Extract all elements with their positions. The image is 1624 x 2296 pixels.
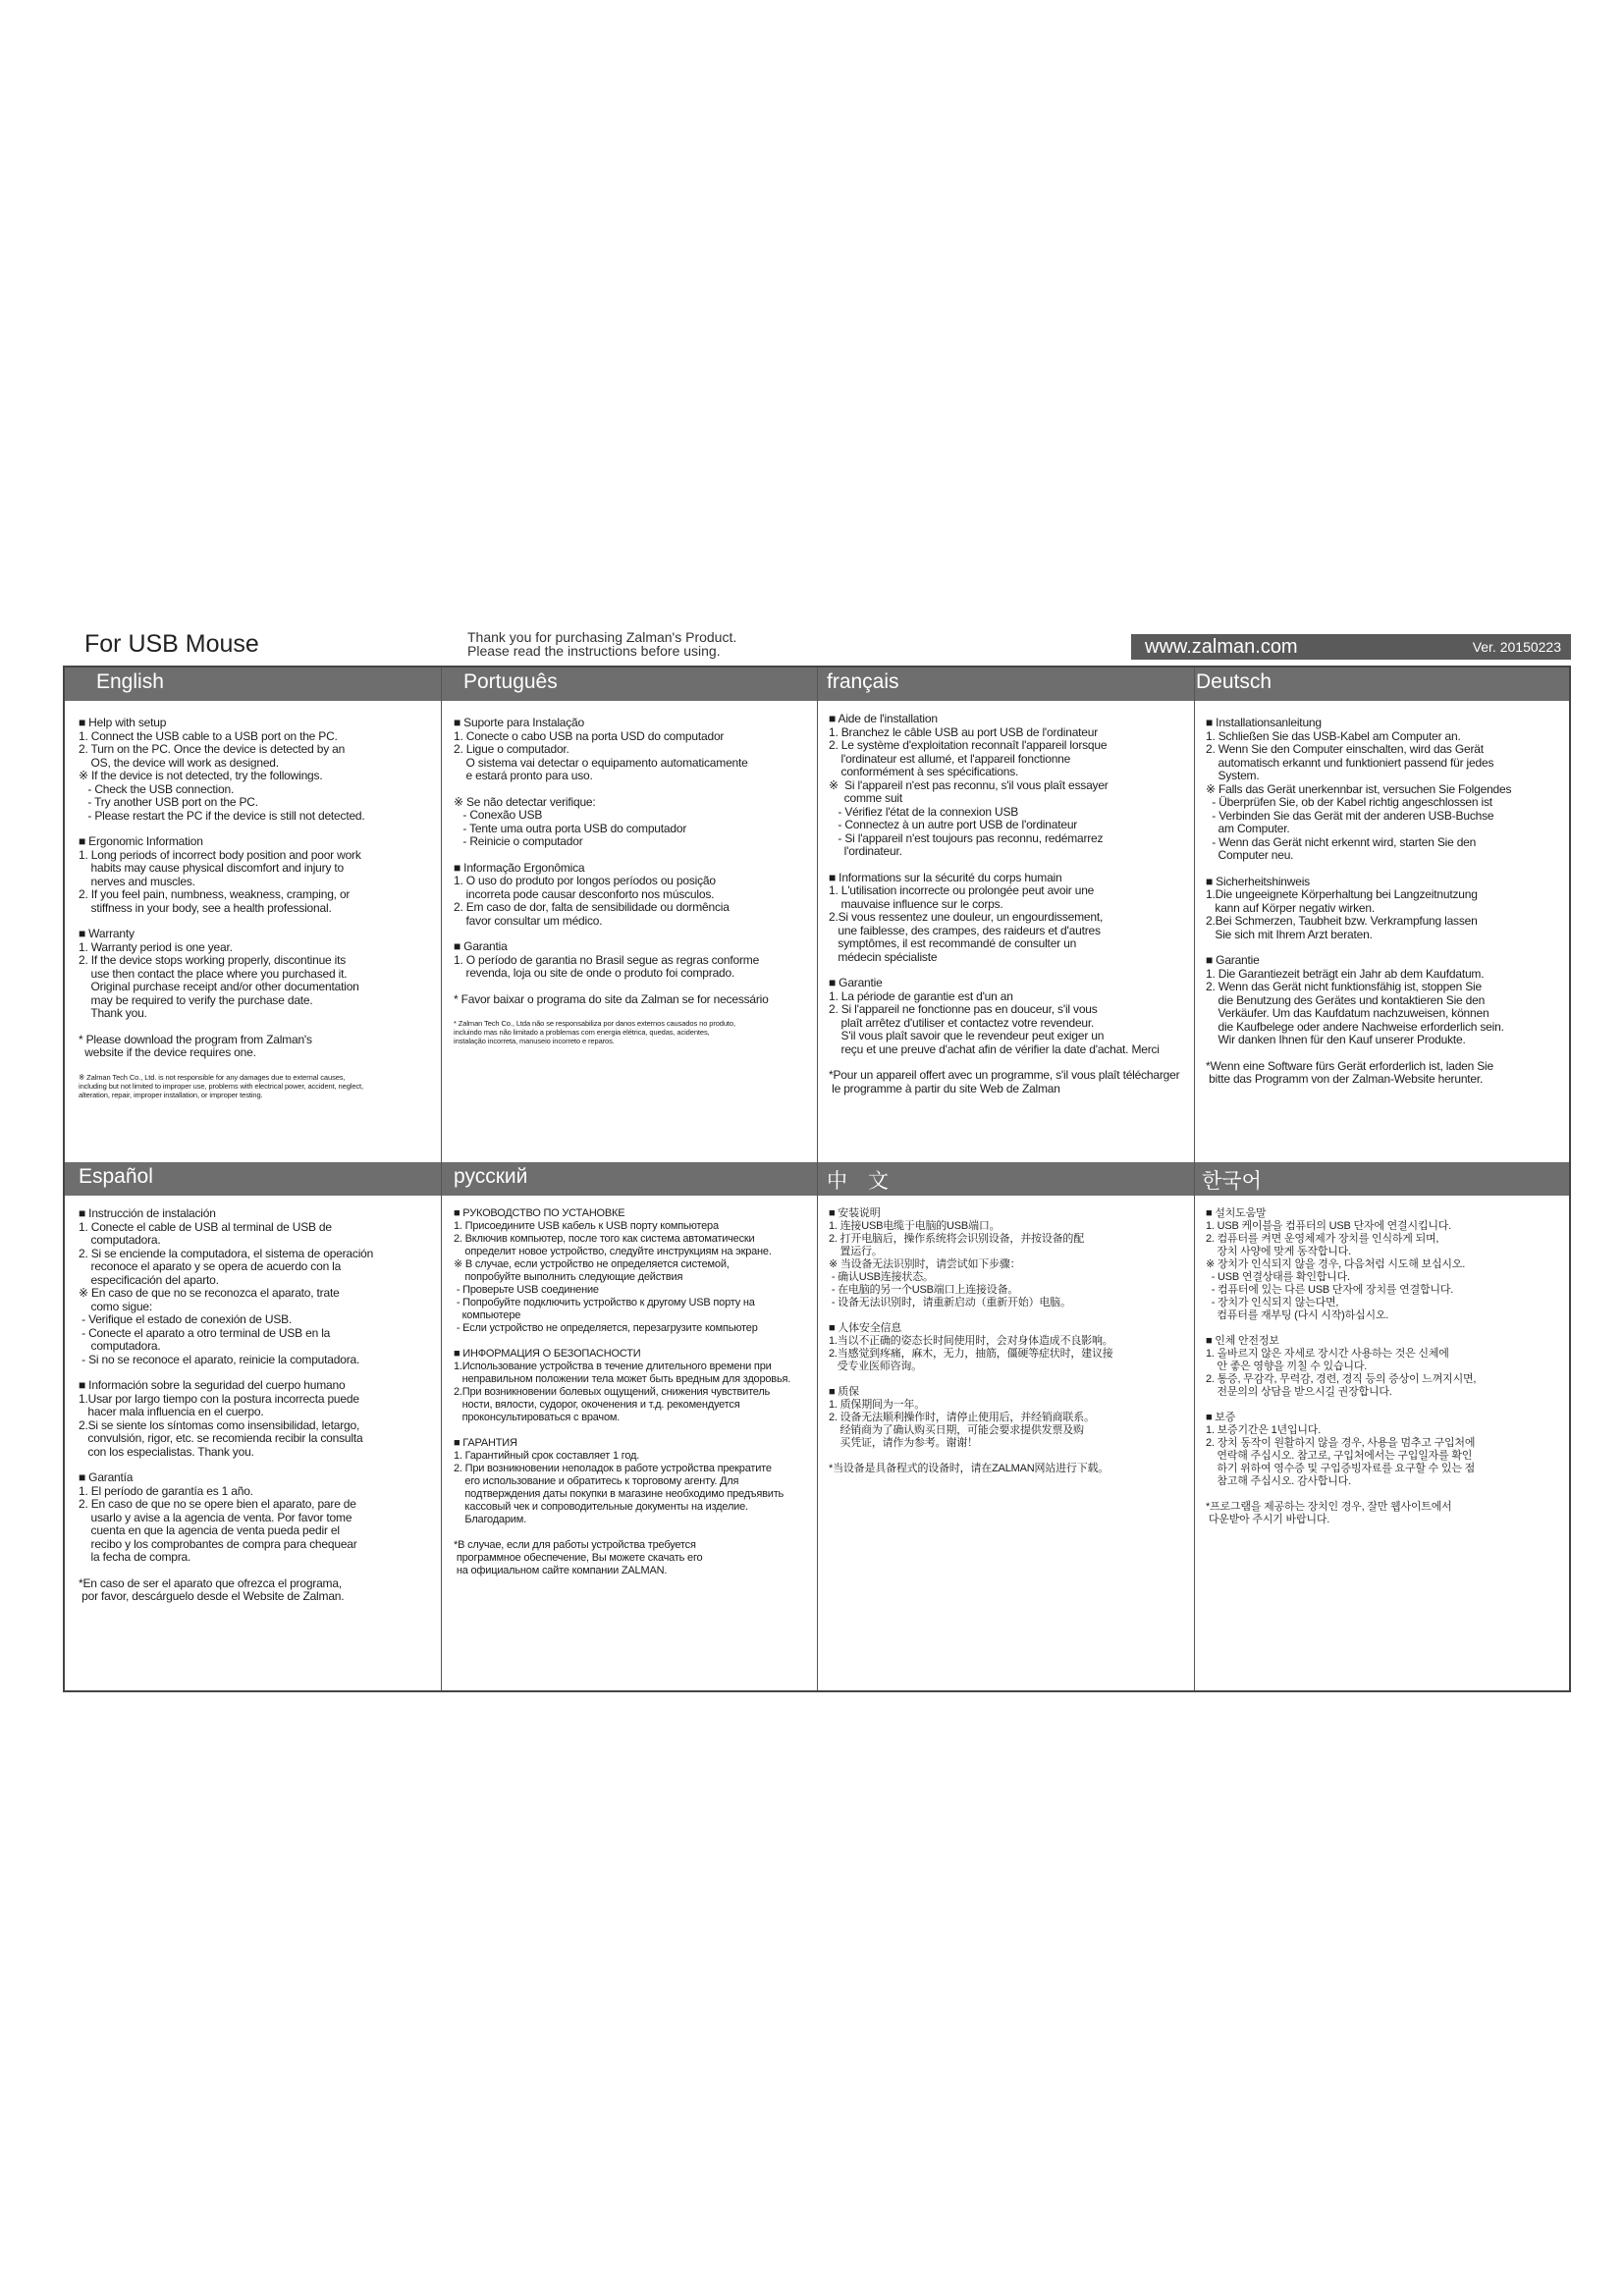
text-line: como sigue: [79, 1299, 153, 1313]
text-line: *Pour un appareil offert avec un programme, s'il vous plaît télécharger [829, 1068, 1180, 1082]
text-line: *En caso de ser el aparato que ofrezca el programa, [79, 1575, 342, 1590]
line-gap [79, 1060, 438, 1073]
line-gap [1206, 1322, 1567, 1335]
disclaimer-line: ※ Zalman Tech Co., Ltd. is not responsible for any damages due to external causes, [79, 1072, 346, 1082]
disclaimer-line: including but not limited to improper use, problems with electrical power, accident, neglect, [79, 1081, 364, 1091]
text-line: 1.Die ungeeignete Körperhaltung bei Langzeitnutzung [1206, 887, 1478, 901]
text-line: - Überprüfen Sie, ob der Kabel richtig angeschlossen ist [1206, 795, 1492, 809]
text-line: 하기 위하여 영수증 및 구입증빙자료를 요구할 수 있는 점 [1206, 1463, 1476, 1474]
text-line: revenda, loja ou site de onde o produto foi comprado. [454, 966, 735, 980]
text-line: médecin spécialiste [829, 949, 938, 964]
text-line: 컴퓨터를 재부팅 (다시 시작)하십시오. [1206, 1309, 1389, 1321]
text-line: nerves and muscles. [79, 874, 195, 888]
text-line: 2. 设备无法顺利操作时，请停止使用后，并经销商联系。 [829, 1412, 1095, 1423]
text-line: 2.Si vous ressentez une douleur, un engourdissement, [829, 910, 1104, 924]
text-line: ■ Suporte para Instalação [454, 717, 585, 729]
text-line: 1. Conecte o cabo USB na porta USD do computador [454, 728, 725, 743]
text-line: ности, вялости, судорог, окоченения и т.д. рекомендуется [454, 1399, 740, 1411]
text-line: - Проверьте USB соединение [454, 1284, 599, 1296]
text-line: Wir danken Ihnen für den Kauf unserer Produkte. [1206, 1033, 1466, 1046]
text-line: * Favor baixar o programa do site da Zalman se for necessário [454, 991, 769, 1006]
text-line: 2.Si se siente los síntomas como insensibilidad, letargo, [79, 1417, 360, 1432]
text-line: recibo y los comprobantes de compra para chequear [79, 1536, 357, 1551]
text-line: ■ Instrucción de instalación [79, 1207, 216, 1220]
text-line: его использование и обратитесь к торговому агенту. Для [454, 1475, 739, 1487]
text-line: *В случае, если для работы устройства требуется [454, 1539, 696, 1551]
text-line: OS, the device will work as designed. [79, 755, 279, 770]
text-line: 2. Wenn das Gerät nicht funktionsfähig ist, stoppen Sie [1206, 980, 1482, 993]
line-gap [829, 1309, 1190, 1322]
text-line: на официальном сайте компании ZALMAN. [454, 1565, 668, 1576]
text-line: 1. Conecte el cable de USB al terminal de USB de [79, 1219, 332, 1234]
text-line: mauvaise influence sur le corps. [829, 896, 1003, 911]
text-line: - 在电脑的另一个USB端口上连接设备。 [829, 1284, 1019, 1296]
text-line: - 设备无法识别时，请重新启动（重新开始）电脑。 [829, 1297, 1071, 1308]
text-line: 2. If the device stops working properly, discontinue its [79, 953, 347, 967]
text-line: usarlo y avise a la agencia de venta. Por favor tome [79, 1510, 352, 1524]
language-heading: Português [463, 670, 558, 693]
text-line: 1. O uso do produto por longos períodos ou posição [454, 874, 716, 887]
text-line: ■ Informations sur la sécurité du corps humain [829, 870, 1062, 884]
text-line: 2. 장치 동작이 원활하지 않을 경우, 사용을 멈추고 구입처에 [1206, 1437, 1476, 1449]
text-line: computadora. [79, 1233, 161, 1247]
text-line: 2. If you feel pain, numbness, weakness, cramping, or [79, 887, 351, 901]
line-gap [454, 849, 813, 862]
text-line: 1. Гарантийный срок составляет 1 год. [454, 1450, 640, 1462]
text-line: ■ Installationsanleitung [1206, 717, 1322, 729]
text-line: Verkäufer. Um das Kaufdatum nachzuweisen, können [1206, 1006, 1489, 1020]
text-line: ※ 当设备无法识别时，请尝试如下步骤： [829, 1258, 1021, 1270]
text-line: 1. Присоедините USB кабель к USB порту компьютера [454, 1220, 719, 1232]
text-line: 1. 质保期间为一年。 [829, 1399, 926, 1411]
document-header [63, 624, 1571, 664]
line-gap [829, 964, 1192, 977]
text-line: ■ Garantia [454, 939, 508, 953]
text-line: - Если устройство не определяется, перезагрузите компьютер [454, 1322, 758, 1334]
text-line: проконсультироваться с врачом. [454, 1412, 621, 1423]
text-line: 2. Wenn Sie den Computer einschalten, wird das Gerät [1206, 742, 1484, 756]
text-line: 2. Включив компьютер, после того как система автоматически [454, 1233, 755, 1245]
line-gap [829, 859, 1192, 872]
text-line: - Tente uma outra porta USB do computador [454, 821, 687, 835]
text-line: por favor, descárguelo desde el Website de Zalman. [79, 1589, 345, 1603]
text-line: 1. O período de garantia no Brasil segue as regras conforme [454, 952, 760, 967]
language-heading: русский [454, 1165, 528, 1188]
language-heading: English [96, 670, 164, 693]
text-line: Благодарим. [454, 1514, 526, 1525]
disclaimer-line: * Zalman Tech Co., Ltda não se responsabiliza por danos externos causados no produto, [454, 1019, 735, 1028]
text-line: automatisch erkannt und funktioniert passend für jedes [1206, 755, 1494, 770]
text-line: 1. La période de garantie est d'un an [829, 988, 1013, 1003]
line-gap [454, 1006, 813, 1019]
text-line: - Conexão USB [454, 808, 543, 822]
text-line: ■ Garantie [829, 976, 883, 989]
text-line: 置运行。 [829, 1246, 883, 1257]
language-heading: Deutsch [1196, 670, 1272, 693]
text-line: Original purchase receipt and/or other documentation [79, 980, 359, 993]
text-line: 1.Usar por largo tiempo con la postura incorrecta puede [79, 1391, 359, 1406]
text-line: 2. 컴퓨터를 켜면 운영체제가 장치를 인식하게 되며, [1206, 1233, 1439, 1245]
language-heading: français [827, 670, 899, 693]
text-line: die Benutzung des Gerätes und kontaktieren Sie den [1206, 992, 1486, 1007]
text-line: ■ 인체 안전정보 [1206, 1335, 1279, 1347]
line-gap [79, 1021, 438, 1034]
disclaimer-line: alteration, repair, improper installation, or improper testing. [79, 1090, 263, 1099]
text-line: Computer neu. [1206, 848, 1294, 862]
text-line: l'ordinateur. [829, 844, 902, 858]
text-line: - Vérifiez l'état de la connexion USB [829, 804, 1019, 819]
text-line: 다운받아 주시기 바랍니다. [1206, 1514, 1330, 1525]
thanks-note [467, 630, 736, 658]
text-line: 장치 사양에 맞게 동작합니다. [1206, 1246, 1351, 1257]
section-francais [829, 713, 1192, 1158]
text-line: symptômes, il est recommandé de consulter un [829, 936, 1077, 950]
text-line: - 确认USB连接状态。 [829, 1271, 934, 1283]
text-line: une faiblesse, des crampes, des raideurs et d'autres [829, 923, 1101, 937]
website-bar [1131, 634, 1571, 660]
text-line: comme suit [829, 791, 903, 805]
text-line: ■ ГАРАНТИЯ [454, 1437, 517, 1449]
section-russian [454, 1207, 813, 1688]
disclaimer-line: instalação incorreta, manuseio incorreto e reparos. [454, 1037, 615, 1045]
text-line: incorreta pode causar desconforto nos músculos. [454, 886, 715, 901]
text-line: 2.Bei Schmerzen, Taubheit bzw. Verkrampfung lassen [1206, 914, 1478, 928]
text-line: 1. Schließen Sie das USB-Kabel am Computer an. [1206, 728, 1461, 743]
text-line: may be required to verify the purchase date. [79, 992, 313, 1007]
text-line: определит новое устройство, следуйте инструкциям на экране. [454, 1246, 772, 1257]
text-line: ■ Help with setup [79, 717, 167, 729]
text-line: website if the device requires one. [79, 1045, 256, 1059]
section-chinese [829, 1207, 1190, 1688]
line-gap [79, 1565, 438, 1577]
text-line: ※ Se não detectar verifique: [454, 794, 596, 809]
section-english [79, 717, 438, 1158]
text-line: use then contact the place where you purchased it. [79, 966, 348, 981]
text-line: попробуйте выполнить следующие действия [454, 1271, 683, 1283]
thanks-line: Thank you for purchasing Zalman's Product. [467, 629, 737, 645]
line-gap [1206, 863, 1567, 876]
text-line: - USB 연결상태를 확인합니다. [1206, 1271, 1350, 1283]
line-gap [454, 1526, 813, 1539]
text-line: 1. Connect the USB cable to a USB port on the PC. [79, 728, 338, 743]
text-line: 2. Turn on the PC. Once the device is detected by an [79, 742, 346, 756]
line-gap [454, 1335, 813, 1348]
text-line: - Reinicie o computador [454, 834, 583, 848]
text-line: 1. El período de garantía es 1 año. [79, 1483, 253, 1498]
text-line: reconoce el aparato y se opera de acuerdo con la [79, 1259, 342, 1273]
text-line: 2. 통증, 무감각, 무력감, 경련, 경직 등의 증상이 느껴지시면, [1206, 1373, 1477, 1385]
column-divider [1194, 667, 1195, 1690]
text-line: - 장치가 인식되지 않는다면, [1206, 1297, 1339, 1308]
text-line: conformément à ses spécifications. [829, 765, 1019, 778]
text-line: 1. 보증기간은 1년입니다. [1206, 1424, 1322, 1436]
text-line: stiffness in your body, see a health professional. [79, 900, 332, 915]
text-line: ■ ИНФОРМАЦИЯ О БЕЗОПАСНОСТИ [454, 1348, 641, 1360]
text-line: 2.При возникновении болевых ощущений, снижения чувствитель [454, 1386, 771, 1398]
text-line: 2. Ligue o computador. [454, 742, 569, 756]
text-line: ■ Información sobre la seguridad del cuerpo humano [79, 1378, 346, 1392]
section-deutsch [1206, 717, 1567, 1158]
text-line: 1. 올바르지 않은 자세로 장시간 사용하는 것은 신체에 [1206, 1348, 1449, 1360]
text-line: ■ 质保 [829, 1386, 859, 1398]
line-gap [829, 1450, 1190, 1463]
text-line: am Computer. [1206, 822, 1290, 835]
text-line: 1. Long periods of incorrect body position and poor work [79, 847, 361, 862]
text-line: - Please restart the PC if the device is still not detected. [79, 808, 365, 823]
text-line: 전문의의 상담을 받으시길 권장합니다. [1206, 1386, 1392, 1398]
website-url[interactable]: www.zalman.com [1145, 636, 1298, 658]
text-line: 1. Die Garantiezeit beträgt ein Jahr ab dem Kaufdatum. [1206, 966, 1485, 981]
text-line: - Verbinden Sie das Gerät mit der anderen USB-Buchse [1206, 808, 1494, 823]
text-line: 참고해 주십시오. 감사합니다. [1206, 1475, 1351, 1487]
text-line: - 컴퓨터에 있는 다른 USB 단자에 장치를 연결합니다. [1206, 1284, 1454, 1296]
text-line: 2. En caso de que no se opere bien el aparato, pare de [79, 1497, 356, 1511]
text-line: la fecha de compra. [79, 1550, 191, 1564]
text-line: computadora. [79, 1339, 161, 1353]
column-divider [817, 667, 818, 1690]
text-line: bitte das Programm von der Zalman-Website herunter. [1206, 1072, 1484, 1086]
text-line: ■ Garantía [79, 1470, 134, 1484]
text-line: hacer mala influencia en el cuerpo. [79, 1405, 264, 1418]
text-line: ■ РУКОВОДСТВО ПО УСТАНОВКЕ [454, 1207, 625, 1219]
text-line: компьютере [454, 1309, 521, 1321]
text-line: подтверждения даты покупки в магазине необходимо предъявить [454, 1488, 785, 1500]
text-line: kann auf Körper negativ wirken. [1206, 900, 1375, 915]
text-line: ※ En caso de que no se reconozca el aparato, trate [79, 1286, 340, 1300]
text-line: ■ Informação Ergonômica [454, 860, 585, 875]
text-line: *프로그램을 제공하는 장치인 경우, 잘만 웹사이트에서 [1206, 1501, 1452, 1513]
text-line: ※ Falls das Gerät unerkennbar ist, versuchen Sie Folgendes [1206, 781, 1512, 796]
text-line: e estará pronto para uso. [454, 769, 593, 782]
text-line: 买凭证，请作为参考。谢谢！ [829, 1437, 978, 1449]
text-line: convulsión, rigor, etc. se recomienda recibir la consulta [79, 1431, 363, 1445]
line-gap [1206, 1488, 1567, 1501]
text-line: favor consultar um médico. [454, 913, 603, 928]
text-line: 2. Si se enciende la computadora, el sistema de operación [79, 1246, 374, 1260]
text-line: - Try another USB port on the PC. [79, 795, 258, 809]
text-line: O sistema vai detectar o equipamento automaticamente [454, 755, 748, 770]
text-line: 2. Le système d'exploitation reconnaît l'appareil lorsque [829, 738, 1108, 752]
text-line: ■ Ergonomic Information [79, 834, 203, 848]
text-line: Thank you. [79, 1006, 147, 1020]
column-divider [441, 667, 442, 1690]
text-line: неправильном положении тела может быть вредным для здоровья. [454, 1373, 791, 1385]
line-gap [454, 1424, 813, 1437]
line-gap [1206, 941, 1567, 954]
text-line: 1. Warranty period is one year. [79, 939, 233, 954]
text-line: 1. Branchez le câble USB au port USB de l'ordinateur [829, 724, 1099, 739]
section-portugues [454, 717, 813, 1158]
text-line: - Connectez à un autre port USB de l'ordinateur [829, 818, 1078, 831]
text-line: reçu et une preuve d'achat afin de vérifier la date d'achat. Merci [829, 1041, 1160, 1056]
document-title: For USB Mouse [84, 630, 259, 658]
text-line: 1. 连接USB电缆于电脑的USB端口。 [829, 1220, 1001, 1232]
text-line: 연락해 주십시오. 참고로, 구입처에서는 구입일자를 확인 [1206, 1450, 1473, 1462]
language-heading: 中 文 [827, 1170, 889, 1193]
text-line: 2. При возникновении неполадок в работе устройства прекратите [454, 1463, 772, 1474]
text-line: S'il vous plaît savoir que le revendeur peut exiger un [829, 1029, 1105, 1042]
text-line: - Попробуйте подключить устройство к другому USB порту на [454, 1297, 755, 1308]
text-line: 2. 打开电脑后，操作系统将会识别设备，并按设备的配 [829, 1233, 1085, 1245]
text-line: кассовый чек и сопроводительные документы на изделие. [454, 1501, 748, 1513]
text-line: habits may cause physical discomfort and injury to [79, 861, 344, 875]
text-line: 2. Si l'appareil ne fonctionne pas en douceur, s'il vous [829, 1002, 1098, 1016]
text-line: - Conecte el aparato a otro terminal de USB en la [79, 1325, 331, 1340]
text-line: ※ В случае, если устройство не определяется системой, [454, 1258, 730, 1270]
text-line: 2.当感觉到疼痛，麻木，无力，抽筋，僵硬等症状时，建议接 [829, 1348, 1113, 1360]
text-line: ※ 장치가 인식되지 않을 경우, 다음처럼 시도해 보십시오. [1206, 1258, 1466, 1270]
version-label: Ver. 20150223 [1472, 639, 1561, 655]
text-line: plaît arrêtez d'utiliser et contactez votre revendeur. [829, 1015, 1095, 1030]
text-line: ■ Aide de l'installation [829, 713, 938, 725]
text-line: ■ 安装说明 [829, 1207, 881, 1219]
text-line: ■ Garantie [1206, 953, 1260, 967]
text-line: - Si no se reconoce el aparato, reinicie la computadora. [79, 1352, 360, 1366]
section-korean [1206, 1207, 1567, 1688]
text-line: ※ If the device is not detected, try the followings. [79, 769, 323, 782]
line-gap [454, 783, 813, 796]
text-line: 1.当以不正确的姿态长时间使用时，会对身体造成不良影响。 [829, 1335, 1113, 1347]
text-line: 1. USB 케이블을 컴퓨터의 USB 단자에 연결시킵니다. [1206, 1220, 1452, 1232]
text-line: - Si l'appareil n'est toujours pas reconnu, redémarrez [829, 830, 1104, 845]
line-gap [829, 1373, 1190, 1386]
text-line: - Wenn das Gerät nicht erkennt wird, starten Sie den [1206, 834, 1477, 849]
disclaimer-line: incluindo mas não limitado a problemas com energia elétrica, quedas, acidentes, [454, 1028, 710, 1037]
instruction-grid [63, 666, 1571, 1692]
text-line: - Check the USB connection. [79, 781, 235, 796]
line-gap [454, 981, 813, 993]
text-line: ■ Sicherheitshinweis [1206, 874, 1310, 888]
text-line: con los especialistas. Thank you. [79, 1444, 254, 1459]
text-line: System. [1206, 769, 1260, 782]
language-heading: 한국어 [1202, 1170, 1262, 1193]
text-line: *当设备是具备程式的设备时，请在ZALMAN网站进行下载。 [829, 1463, 1110, 1474]
text-line: ■ 보증 [1206, 1412, 1236, 1423]
section-espanol [79, 1207, 438, 1688]
text-line: 2. Em caso de dor, falta de sensibilidade ou dormência [454, 900, 730, 914]
text-line: ※ Si l'appareil n'est pas reconnu, s'il vous plaît essayer [829, 777, 1109, 792]
text-line: Sie sich mit Ihrem Arzt beraten. [1206, 927, 1373, 941]
text-line: le programme à partir du site Web de Zalman [829, 1081, 1060, 1095]
text-line: 经销商为了确认购买日期，可能会要求提供发票及购 [829, 1424, 1084, 1436]
text-line: - Verifique el estado de conexión de USB. [79, 1312, 293, 1326]
text-line: программное обеспечение, Вы можете скачать его [454, 1552, 703, 1564]
text-line: cuenta en que la agencia de venta pueda pedir el [79, 1523, 340, 1537]
text-line: ■ 설치도움말 [1206, 1207, 1267, 1219]
text-line: 1.Использование устройства в течение длительного времени при [454, 1361, 772, 1372]
text-line: especificación del aparto. [79, 1272, 219, 1287]
text-line: l'ordinateur est allumé, et l'appareil fonctionne [829, 751, 1071, 766]
text-line: *Wenn eine Software fürs Gerät erforderlich ist, laden Sie [1206, 1058, 1493, 1073]
line-gap [1206, 1399, 1567, 1412]
thanks-line: Please read the instructions before using. [467, 643, 721, 659]
text-line: die Kaufbelege oder andere Nachweise erforderlich sein. [1206, 1019, 1504, 1034]
text-line: 受专业医师咨询。 [829, 1361, 922, 1372]
line-gap [1206, 1047, 1567, 1060]
text-line: ■ 人体安全信息 [829, 1322, 902, 1334]
text-line: 안 좋은 영향을 끼칠 수 있습니다. [1206, 1361, 1368, 1372]
text-line: 1. L'utilisation incorrecte ou prolongée peut avoir une [829, 883, 1095, 897]
language-heading: Español [79, 1165, 153, 1188]
text-line: ■ Warranty [79, 927, 135, 940]
text-line: * Please download the program from Zalman's [79, 1032, 312, 1046]
